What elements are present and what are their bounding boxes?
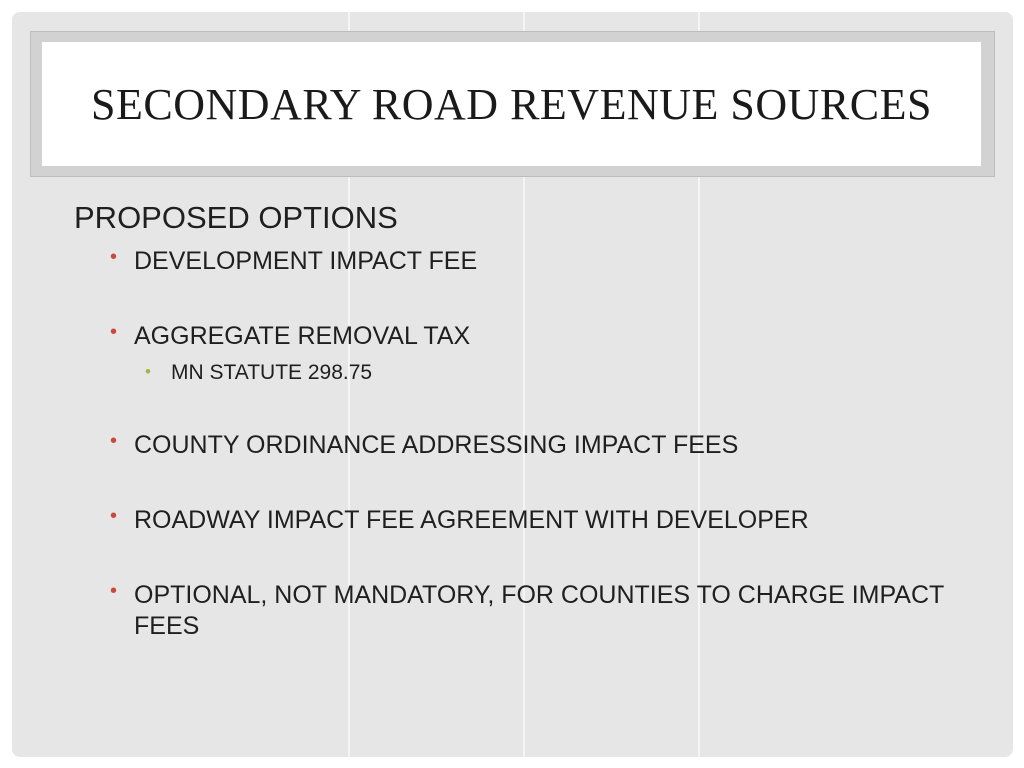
bullet-marker: •	[110, 246, 118, 268]
bullet-item	[110, 505, 809, 536]
bullet-text: DEVELOPMENT IMPACT FEE	[134, 247, 478, 275]
bullet-marker: •	[110, 321, 118, 343]
bullet-item	[110, 246, 478, 277]
bullet-text: COUNTY ORDINANCE ADDRESSING IMPACT FEES	[134, 431, 739, 459]
bullet-marker: •	[110, 505, 118, 527]
bullet-item	[110, 430, 739, 461]
section-heading: PROPOSED OPTIONS	[74, 200, 398, 235]
slide-title: SECONDARY ROAD REVENUE SOURCES	[91, 79, 932, 129]
bullet-marker: •	[110, 430, 118, 452]
bullet-item	[110, 321, 471, 352]
slide-content	[12, 12, 1013, 757]
bullet-text: ROADWAY IMPACT FEE AGREEMENT WITH DEVELOPER	[134, 506, 809, 534]
slide	[12, 12, 1013, 757]
bullet-text: AGGREGATE REMOVAL TAX	[134, 322, 471, 350]
sub-bullet-item	[145, 361, 373, 385]
sub-bullet-marker: •	[145, 362, 151, 381]
bullet-item	[110, 580, 954, 642]
sub-bullet-text: MN STATUTE 298.75	[171, 361, 373, 384]
bullet-marker: •	[110, 580, 118, 602]
bullet-text: OPTIONAL, NOT MANDATORY, FOR COUNTIES TO CHARGE IMPACT FEES	[134, 581, 944, 640]
